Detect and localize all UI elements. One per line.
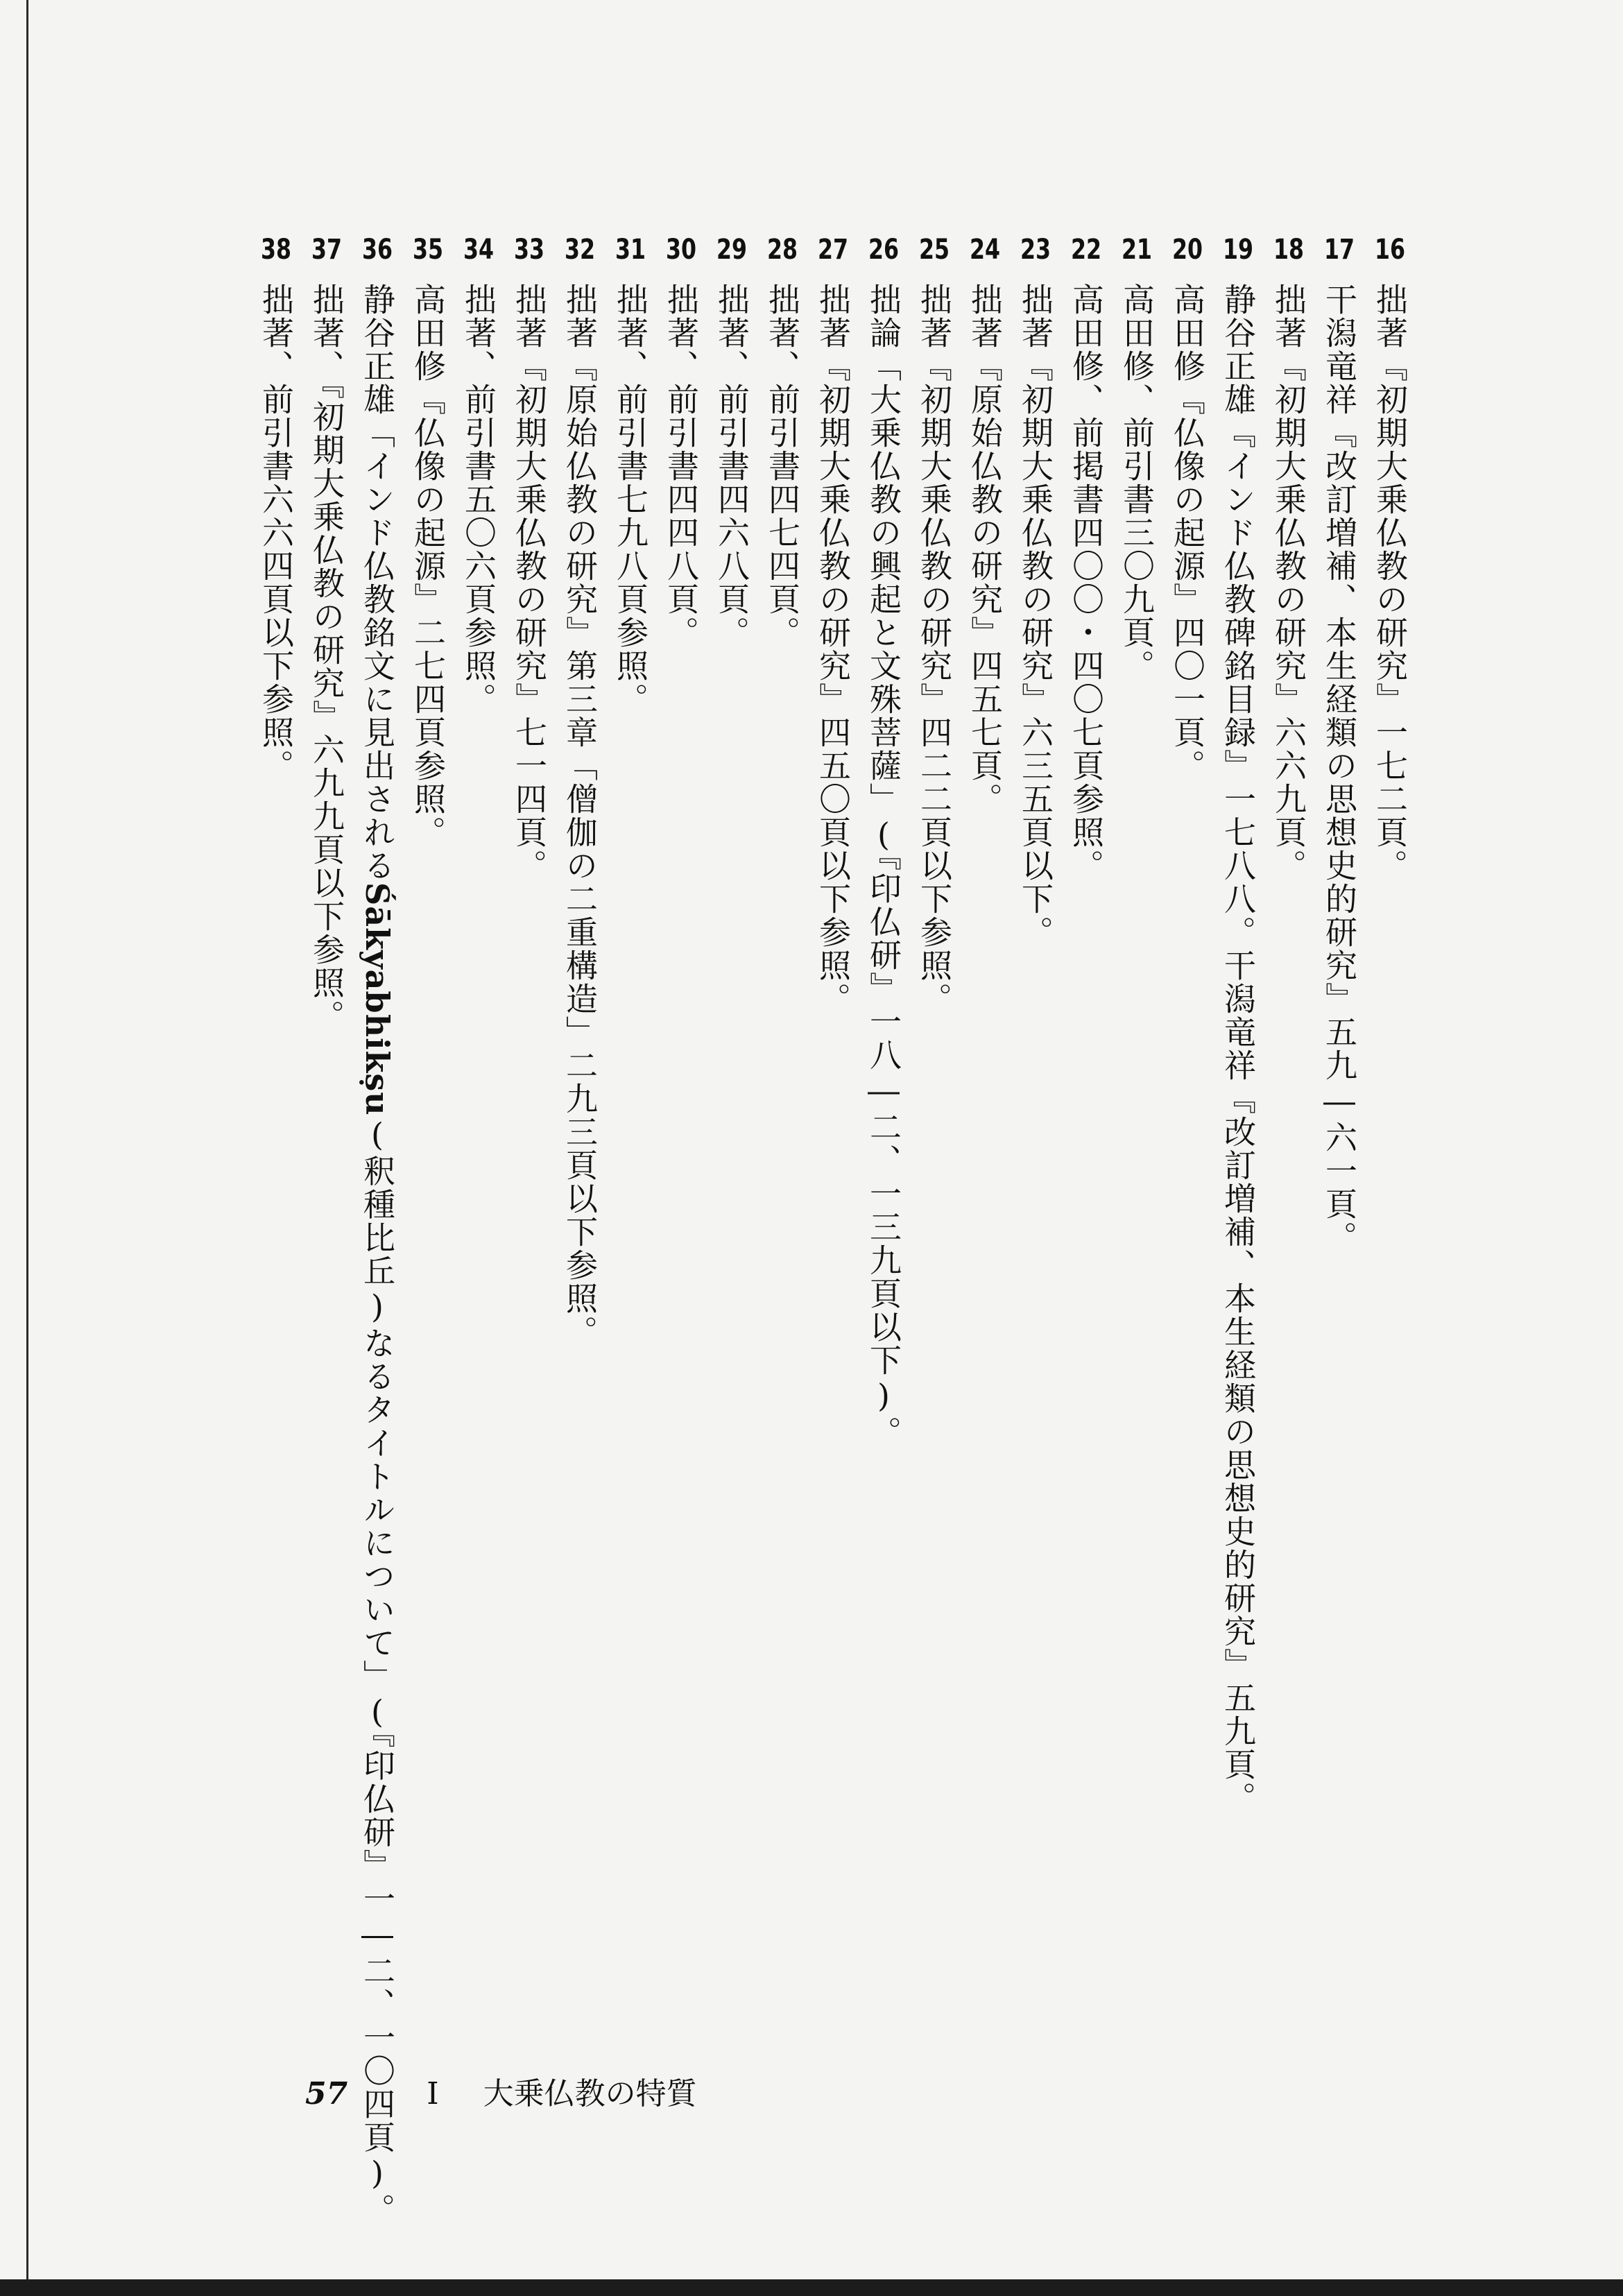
note-number: 26 — [868, 236, 899, 264]
note-number: 17 — [1324, 236, 1355, 264]
note-number: 18 — [1273, 236, 1304, 264]
note-22 — [1060, 236, 1111, 2012]
note-text: 高田修『仏像の起源』二七四頁参照。 — [409, 283, 447, 849]
note-number: 36 — [362, 236, 393, 264]
note-text: 拙著『初期大乗仏教の研究』七一四頁。 — [510, 283, 548, 882]
note-text-after: (釈種比丘)なるタイトルについて」(『印仏研』一―二、一〇四頁)。 — [359, 1115, 396, 2227]
note-30 — [655, 236, 706, 2012]
note-number: 30 — [666, 236, 696, 264]
note-number: 23 — [1020, 236, 1051, 264]
note-33 — [504, 236, 554, 2012]
note-16 — [1364, 236, 1415, 2012]
note-31 — [605, 236, 655, 2012]
note-29 — [706, 236, 757, 2012]
note-text: 静谷正雄『インド仏教碑銘目録』一七八八。干潟竜祥『改訂増補、本生経類の思想史的研究』五九頁。 — [1219, 283, 1257, 1815]
note-text: 拙著、『初期大乗仏教の研究』六九九頁以下参照。 — [308, 283, 345, 1033]
note-27 — [807, 236, 858, 2012]
note-number: 37 — [311, 236, 342, 264]
note-number: 35 — [413, 236, 443, 264]
note-text: 拙著『原始仏教の研究』第三章「僧伽の二重構造」二九三頁以下参照。 — [561, 283, 599, 1348]
note-text: 拙著『初期大乗仏教の研究』六三五頁以下。 — [1017, 283, 1054, 949]
note-text: 拙著『初期大乗仏教の研究』四二二頁以下参照。 — [916, 283, 953, 1016]
note-18 — [1263, 236, 1314, 2012]
note-number: 19 — [1223, 236, 1253, 264]
page-edge-bottom — [0, 2279, 1623, 2296]
note-text: 拙著、前引書五〇六頁参照。 — [460, 283, 497, 716]
note-text: 拙著『初期大乗仏教の研究』六六九頁。 — [1270, 283, 1307, 882]
note-number: 24 — [970, 236, 1000, 264]
note-number: 16 — [1375, 236, 1405, 264]
note-28 — [757, 236, 807, 2012]
note-23 — [1010, 236, 1060, 2012]
note-text: 拙著、前引書四六八頁。 — [713, 283, 750, 649]
note-text: 高田修、前引書三〇九頁。 — [1118, 283, 1156, 683]
note-number: 33 — [514, 236, 544, 264]
note-latin-term: Śākyabhikṣu — [359, 882, 396, 1116]
note-34 — [453, 236, 504, 2012]
note-25 — [909, 236, 959, 2012]
note-20 — [1162, 236, 1212, 2012]
note-text: 拙著、前引書六六四頁以下参照。 — [257, 283, 295, 782]
note-38 — [250, 236, 301, 2012]
page-edge-left — [26, 0, 28, 2282]
note-32 — [554, 236, 605, 2012]
note-number: 22 — [1071, 236, 1101, 264]
note-26 — [858, 236, 909, 2012]
note-number: 31 — [615, 236, 646, 264]
note-text: 干潟竜祥『改訂増補、本生経類の思想史的研究』五九―六一頁。 — [1321, 283, 1358, 1254]
note-21 — [1111, 236, 1162, 2012]
note-text: 拙著『初期大乗仏教の研究』四五〇頁以下参照。 — [814, 283, 852, 1016]
note-number: 25 — [919, 236, 950, 264]
note-number: 38 — [261, 236, 291, 264]
note-number: 20 — [1172, 236, 1203, 264]
note-number: 34 — [463, 236, 494, 264]
note-text: 拙著『原始仏教の研究』四五七頁。 — [966, 283, 1004, 816]
chapter-title: 大乗仏教の特質 — [483, 2076, 697, 2111]
note-text: 高田修『仏像の起源』四〇一頁。 — [1169, 283, 1206, 782]
note-text: 拙著、前引書四四八頁。 — [662, 283, 700, 649]
note-number: 29 — [716, 236, 747, 264]
note-text-before: 静谷正雄「インド仏教銘文に見出される — [359, 283, 396, 882]
note-text: 拙著、前引書四七四頁。 — [764, 283, 801, 649]
note-19 — [1212, 236, 1263, 2012]
note-number: 27 — [818, 236, 848, 264]
note-37 — [301, 236, 352, 2012]
note-text: 拙論「大乗仏教の興起と文殊菩薩」(『印仏研』一八―二、一三九頁以下)。 — [865, 283, 902, 1449]
note-17 — [1314, 236, 1364, 2012]
note-number: 21 — [1122, 236, 1152, 264]
note-text: 高田修、前掲書四〇〇・四〇七頁参照。 — [1067, 283, 1105, 882]
note-text: 拙著『初期大乗仏教の研究』一七二頁。 — [1371, 283, 1409, 882]
note-24 — [959, 236, 1010, 2012]
page-footer — [305, 2068, 697, 2113]
chapter-number: I — [427, 2076, 439, 2111]
page-number: 57 — [305, 2076, 348, 2111]
note-text: 拙著、前引書七九八頁参照。 — [612, 283, 649, 716]
note-35 — [402, 236, 453, 2012]
note-number: 32 — [565, 236, 595, 264]
note-36 — [352, 236, 402, 2227]
note-number: 28 — [767, 236, 798, 264]
